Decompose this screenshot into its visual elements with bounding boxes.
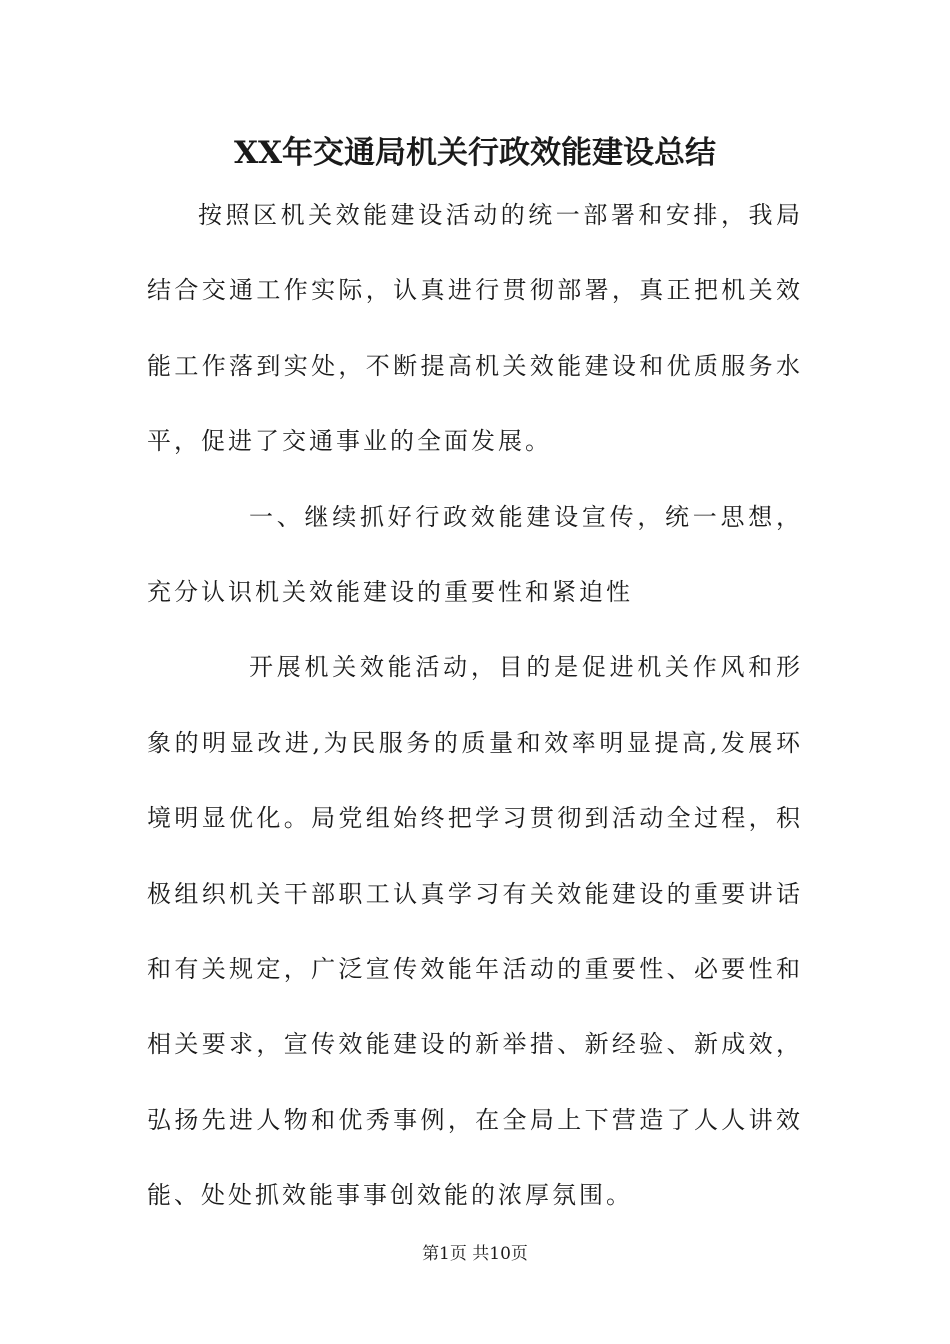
paragraph-intro: 按照区机关效能建设活动的统一部署和安排，我局结合交通工作实际，认真进行贯彻部署，真正把机关效能工作落到实处，不断提高机关效能建设和优质服务水平，促进了交通事业的全面发展。	[147, 201, 803, 456]
paragraph-section-1: 开展机关效能活动，目的是促进机关作风和形象的明显改进,为民服务的质量和效率明显提高,发展环境明显优化。局党组始终把学习贯彻到活动全过程，积极组织机关干部职工认真学习有关效能建设的重要讲话和有关规定，广泛宣传效能年活动的重要性、必要性和相关要求，宣传效能建设的新举措、新经验、新成效，弘扬先进人物和优秀事例，在全局上下营造了人人讲效能、处处抓效能事事创效能的浓厚氛围。	[147, 653, 803, 1210]
page-footer: 第1页 共10页	[422, 1244, 528, 1264]
document-title: XX年交通局机关行政效能建设总结	[233, 135, 717, 171]
document-body	[147, 178, 803, 1234]
section-heading-1: 一、继续抓好行政效能建设宣传，统一思想，充分认识机关效能建设的重要性和紧迫性	[147, 502, 803, 607]
